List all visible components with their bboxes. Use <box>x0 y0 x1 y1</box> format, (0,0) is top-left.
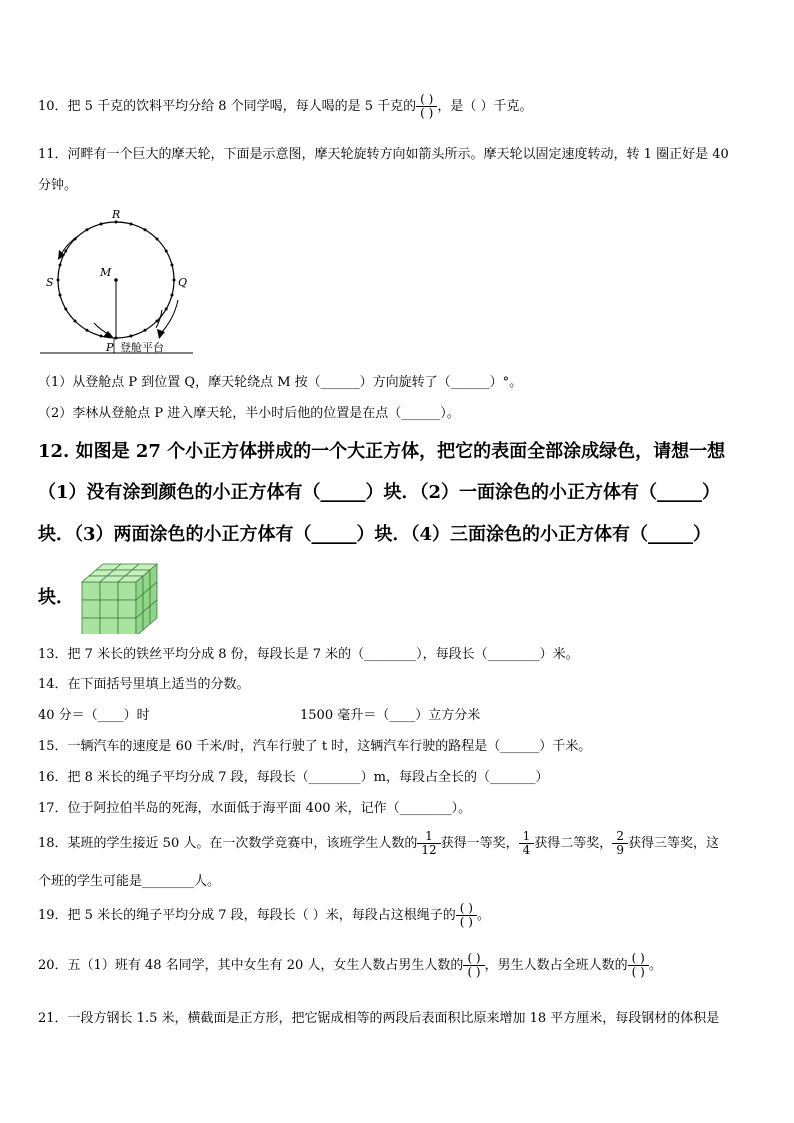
wheel-dot <box>130 335 133 338</box>
cube-front-cell <box>118 582 136 600</box>
cube-front-cell <box>82 600 100 618</box>
cube-front-cell <box>100 582 118 600</box>
question-14: 14．在下面括号里填上适当的分数。 <box>38 677 250 692</box>
wheel-dot <box>171 294 174 297</box>
cube-27 <box>82 564 157 634</box>
question-11-line2: 分钟。 <box>38 178 78 193</box>
question-14-left: 40 分＝（____）时 <box>38 708 150 723</box>
cube-diagram <box>80 562 158 634</box>
question-13: 13．把 7 米长的铁丝平均分成 8 份，每段长是 7 米的（________），每段长（________）米。 <box>38 647 579 662</box>
wheel-dot <box>165 308 168 311</box>
label-P: P <box>106 341 114 354</box>
cube-front-cell <box>118 618 136 634</box>
question-15: 15．一辆汽车的速度是 60 千米/时，汽车行驶了 t 时，这辆汽车行驶的路程是（______）千米。 <box>38 739 592 754</box>
question-19: 19．把 5 米长的绳子平均分成 7 段，每段长（ ）米，每段占这根绳子的 $\frac{( )}{( )}$ 。 <box>38 901 490 929</box>
q20-fraction-blank-2: $\frac{( )}{( )}$ <box>630 952 647 979</box>
fraction-2-9: $\frac{2}{9}$ <box>614 830 626 857</box>
label-M: M <box>100 266 112 279</box>
wheel-dot <box>156 238 159 241</box>
question-12-line4: 块． <box>38 587 74 608</box>
wheel-dot <box>130 223 133 226</box>
q10-text-b: ，是（ ）千克。 <box>437 99 533 114</box>
wheel-dot <box>144 329 147 332</box>
wheel-dot <box>165 250 168 253</box>
question-18-line2: 个班的学生可能是________人。 <box>38 874 221 889</box>
question-12-line2: （1）没有涂到颜色的小正方体有（_____）块．（2）一面涂色的小正方体有（_____） <box>38 482 721 503</box>
question-11-line1: 11．河畔有一个巨大的摩天轮，下面是示意图，摩天轮旋转方向如箭头所示。摩天轮以固定速度转动，转 1 圈正好是 40 <box>38 147 729 162</box>
wheel-dot <box>86 329 89 332</box>
wheel-dot <box>59 294 62 297</box>
label-R: R <box>112 208 121 221</box>
question-11-sub1: （1）从登舱点 P 到位置 Q，摩天轮绕点 M 按（______）方向旋转了（______）°。 <box>38 375 523 390</box>
ferris-wheel-diagram <box>38 200 198 360</box>
wheel-dot <box>100 223 103 226</box>
wheel-dot <box>57 279 60 282</box>
wheel-dot <box>64 308 67 311</box>
question-18-line1: 18．某班的学生接近 50 人。在一次数学竞赛中，该班学生人数的 $\frac{1}{12}$ 获得一等奖， $\frac{1}{4}$ 获得二等奖， $\frac{2}{9}$ 获得三等奖，这 <box>38 829 719 857</box>
question-11-sub2: （2）李林从登舱点 P 进入摩天轮，半小时后他的位置是在点（______）。 <box>38 406 460 421</box>
q10-text-a: 10．把 5 千克的饮料平均分给 8 个同学喝，每人喝的是 5 千克的 <box>38 99 417 114</box>
question-14-right: 1500 毫升＝（____）立方分米 <box>300 708 481 723</box>
cube-front-cell <box>118 600 136 618</box>
q20-fraction-blank-1: $\frac{( )}{( )}$ <box>465 952 482 979</box>
label-S: S <box>46 276 54 289</box>
fraction-1-12: $\frac{1}{12}$ <box>419 830 438 857</box>
label-platform: 登舱平台 <box>120 341 164 354</box>
question-20: 20．五（1）班有 48 名同学，其中女生有 20 人，女生人数占男生人数的 $\frac{( )}{( )}$ ，男生人数占全班人数的 $\frac{( )}{( )}$ 。 <box>38 951 662 979</box>
cube-front-cell <box>100 618 118 634</box>
question-12-line3: 块．（3）两面涂色的小正方体有（_____）块．（4）三面涂色的小正方体有（_____） <box>38 524 712 545</box>
wheel-dot <box>156 320 159 323</box>
question-10 <box>38 93 532 120</box>
question-21: 21．一段方钢长 1.5 米，横截面是正方形，把它锯成相等的两段后表面积比原来增加 18 平方厘米，每段钢材的体积是 <box>38 1011 720 1026</box>
wheel-dot <box>144 228 147 231</box>
q10-fraction-blank: $\frac{( )}{( )}$ <box>418 93 435 120</box>
center-point <box>114 278 118 282</box>
cube-front-cell <box>82 582 100 600</box>
fraction-1-4: $\frac{1}{4}$ <box>521 830 533 857</box>
question-12-line1: 12. 如图是 27 个小正方体拼成的一个大正方体，把它的表面全部涂成绿色，请想一想 <box>38 441 726 462</box>
q19-fraction-blank: $\frac{( )}{( )}$ <box>458 902 475 929</box>
cube-front-cell <box>82 618 100 634</box>
question-17: 17．位于阿拉伯半岛的死海，水面低于海平面 400 米，记作（________）。 <box>38 801 472 816</box>
wheel-dot <box>74 320 77 323</box>
wheel-dot <box>64 250 67 253</box>
question-16: 16．把 8 米长的绳子平均分成 7 段，每段长（________）m，每段占全长的（_______） <box>38 770 549 785</box>
cube-front-cell <box>100 600 118 618</box>
wheel-dot <box>173 279 176 282</box>
wheel-dot <box>86 228 89 231</box>
wheel-dot <box>171 264 174 267</box>
wheel-dot <box>100 335 103 338</box>
label-Q: Q <box>178 276 188 289</box>
wheel-dot <box>59 264 62 267</box>
